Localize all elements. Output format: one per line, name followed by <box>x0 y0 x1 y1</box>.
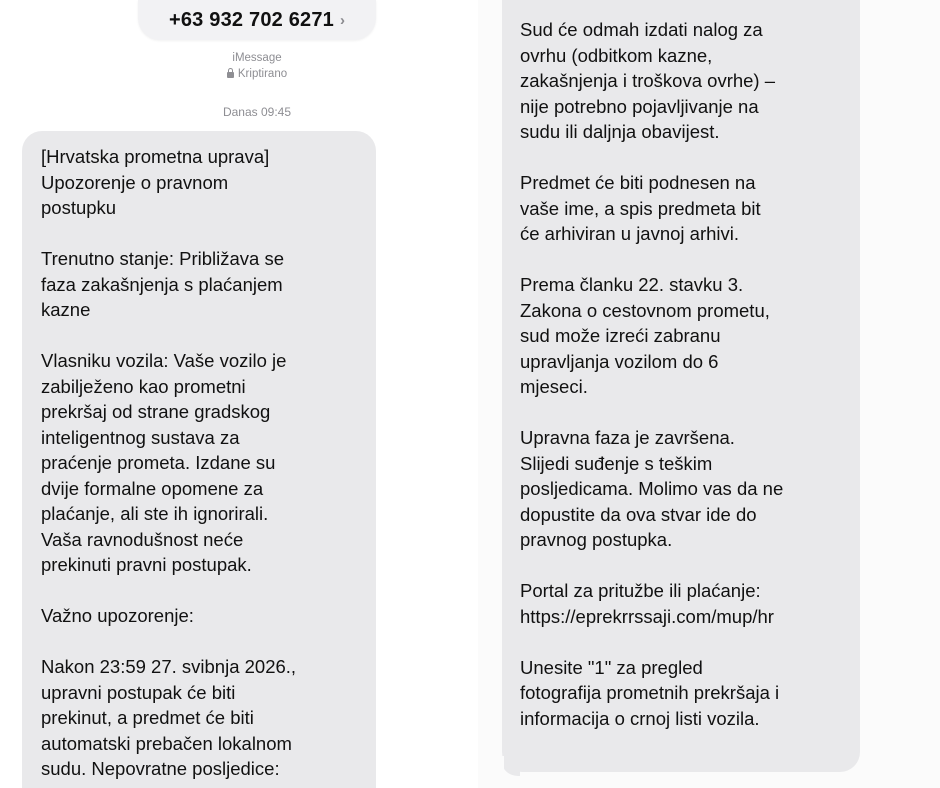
conversation-panel-left <box>0 0 468 788</box>
encryption-status <box>138 68 376 80</box>
conversation-panel-right <box>478 0 940 788</box>
message-bubble-continued[interactable]: Sud će odmah izdati nalog za ovrhu (odbitkom kazne, zakašnjenja i troškova ovrhe) – nije potrebno pojavljivanje na sudu ili daljnja obavijest. Predmet će biti podnesen na vaše ime, a spis predmeta bit će arhiviran u javnoj arhivi. Prema članku 22. stavku 3. Zakona o cestovnom prometu, sud može izreći zabranu upravljanja vozilom do 6 mjeseci. Upravna faza je završena. Slijedi suđenje s teškim posljedicama. Molimo vas da ne dopustite da ova stvar ide do pravnog postupka. Portal za pritužbe ili plaćanje: https://eprekrrssaji.com/mup/hr Unesite "1" za pregled fotografija prometnih prekršaja i informacija o crnoj listi vozila. <box>502 0 860 772</box>
service-label: iMessage <box>232 52 282 64</box>
contact-header-button[interactable] <box>138 0 376 40</box>
encryption-label: Kriptirano <box>237 68 288 80</box>
message-timestamp: Danas 09:45 <box>222 105 292 119</box>
bubble-tail <box>502 758 520 776</box>
chevron-right-icon: › <box>340 11 346 29</box>
screenshot-divider <box>468 0 478 788</box>
message-bubble[interactable]: [Hrvatska prometna uprava] Upozorenje o pravnom postupku Trenutno stanje: Približava se faza zakašnjenja s plaćanjem kazne Vlasniku vozila: Vaše vozilo je zabilježeno kao prometni prekršaj od strane gradskog inteligentnog sustava za praćenje prometa. Izdane su dvije formalne opomene za plaćanje, ali ste ih ignorirali. Vaša ravnodušnost neće prekinuti pravni postupak. Važno upozorenje: Nakon 23:59 27. svibnja 2026., upravni postupak će biti prekinut, a predmet će biti automatski prebačen lokalnom sudu. Nepovratne posljedice: <box>22 131 376 788</box>
contact-number: +63 932 702 6271 <box>168 8 335 31</box>
lock-icon <box>227 72 234 78</box>
